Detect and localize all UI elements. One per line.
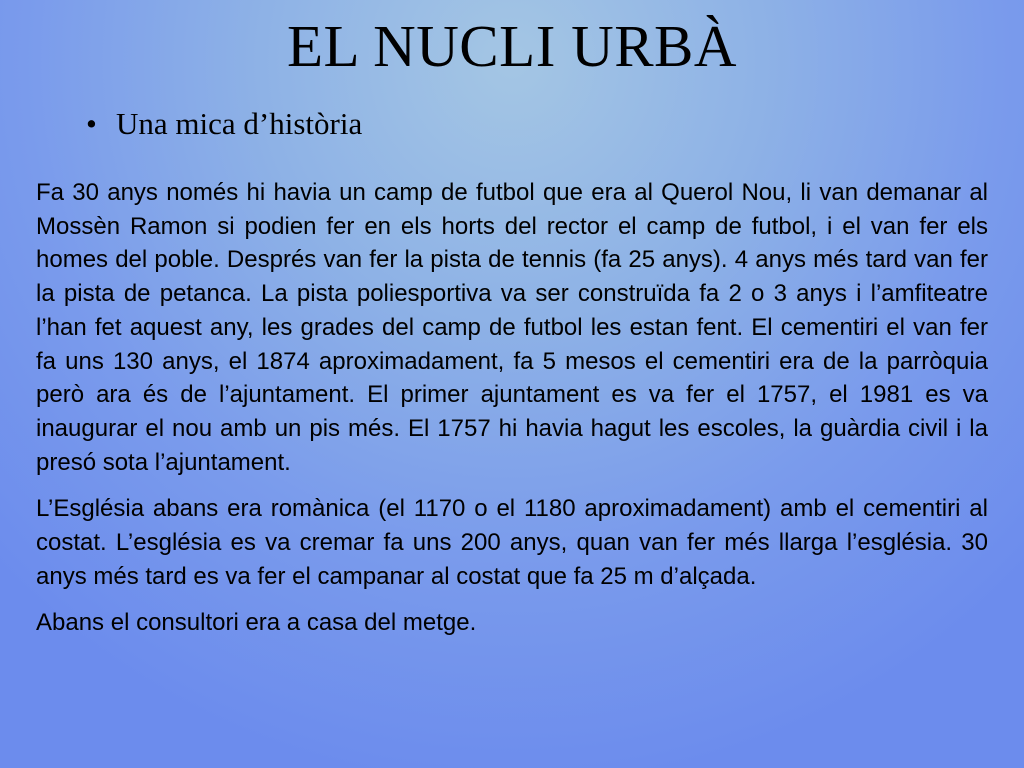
- paragraph-clinic: Abans el consultori era a casa del metge.: [36, 609, 477, 637]
- body-text: [36, 176, 988, 640]
- paragraph-history-facilities: Fa 30 anys només hi havia un camp de futbol que era al Querol Nou, li van demanar al Mossèn Ramon si podien fer en els horts del rector el camp de futbol, i el van fer els homes del poble. Després van fer la pista de tennis (fa 25 anys). 4 anys més tard van fer la pista de petanca. La pista poliesportiva va ser construïda fa 2 o 3 anys i l’amfiteatre l’han fet aquest any, les grades del camp de futbol les estan fent. El cementiri el van fer fa uns 130 anys, el 1874 aproximadament, fa 5 mesos el cementiri era de la parròquia però ara és de l’ajuntament. El primer ajuntament es va fer el 1757, el 1981 es va inaugurar el nou amb un pis més. El 1757 hi havia hagut les escoles, la guàrdia civil i la presó sota l’ajuntament.: [36, 179, 988, 476]
- slide-title: EL NUCLI URBÀ: [286, 13, 738, 79]
- bullet-icon: •: [86, 106, 97, 141]
- bullet-label: Una mica d’història: [116, 106, 363, 141]
- paragraph-church: L’Església abans era romànica (el 1170 o el 1180 aproximadament) amb el cementiri al costat. L’església es va cremar fa uns 200 anys, quan van fer més llarga l’església. 30 anys més tard es va fer el campanar al costat que fa 25 m d’alçada.: [36, 495, 988, 590]
- bullet-item: [86, 104, 362, 144]
